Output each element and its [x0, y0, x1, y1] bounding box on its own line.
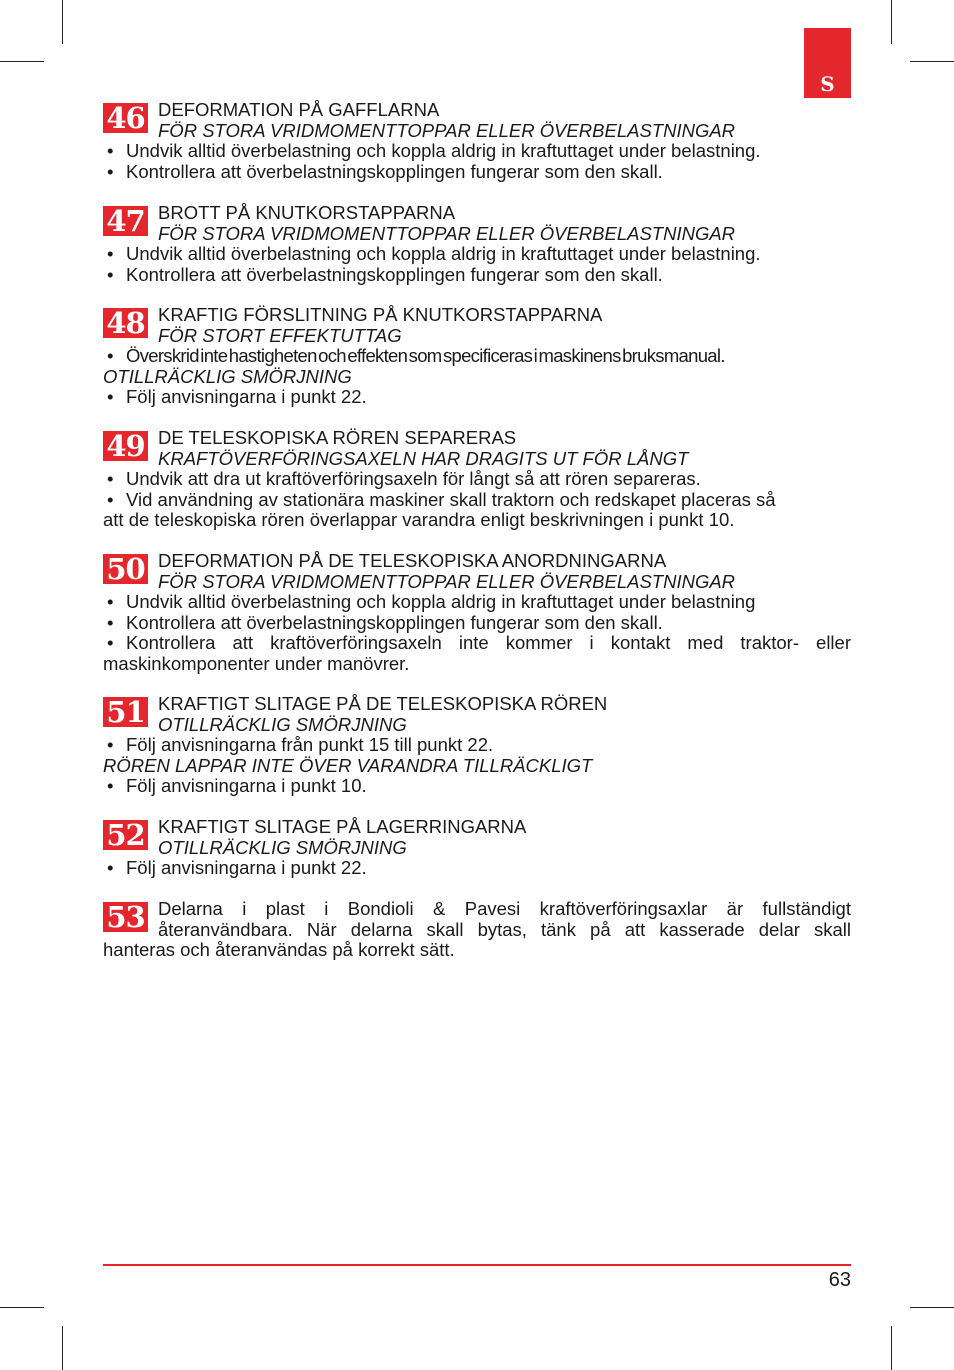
section-title: KRAFTIG FÖRSLITNING PÅ KNUTKORSTAPPARNA: [158, 304, 603, 325]
list-item-continuation: att de teleskopiska rören överlappar varandra enligt beskrivningen i punkt 10.: [103, 509, 735, 530]
section-49: [103, 428, 851, 531]
section-50: [103, 551, 851, 674]
section-46: [103, 100, 851, 182]
crop-mark: [891, 0, 892, 44]
section-48: [103, 305, 851, 408]
section-51: [103, 694, 851, 797]
list-item: • Överskrid inte hastigheten och effekten som specificeras i maskinens bruksmanual.: [103, 346, 851, 367]
list-item: • Undvik att dra ut kraftöverföringsaxeln för långt så att rören separeras.: [103, 469, 851, 490]
list-item: • Följ anvisningarna från punkt 15 till punkt 22.: [103, 735, 851, 756]
section-53: [103, 899, 851, 961]
section-cause: RÖREN LAPPAR INTE ÖVER VARANDRA TILLRÄCKLIGT: [103, 754, 593, 776]
section-title: DEFORMATION PÅ GAFFLARNA: [158, 99, 440, 120]
language-tab: S: [804, 28, 851, 98]
section-cause: FÖR STORA VRIDMOMENTTOPPAR ELLER ÖVERBELASTNINGAR: [158, 119, 736, 141]
section-cause: FÖR STORA VRIDMOMENTTOPPAR ELLER ÖVERBELASTNINGAR: [158, 222, 736, 244]
section-number: 46: [103, 103, 148, 133]
list-item-continuation: maskinkomponenter under manövrer.: [103, 652, 410, 674]
section-cause: OTILLRÄCKLIG SMÖRJNING: [158, 836, 407, 858]
crop-mark: [910, 61, 954, 62]
crop-mark: [0, 61, 44, 62]
page-number: 63: [828, 1269, 851, 1291]
list-item: • Undvik alltid överbelastning och koppla aldrig in kraftuttaget under belastning.: [103, 141, 851, 162]
section-cause: FÖR STORT EFFEKTUTTAG: [158, 324, 402, 346]
list-item: • Följ anvisningarna i punkt 22.: [103, 858, 851, 879]
section-52: [103, 817, 851, 879]
list-item: • Följ anvisningarna i punkt 22.: [103, 387, 851, 408]
section-title: KRAFTIGT SLITAGE PÅ DE TELESKOPISKA RÖREN: [158, 693, 608, 714]
section-47: [103, 203, 851, 285]
section-number: 50: [103, 554, 148, 584]
list-item: • Kontrollera att kraftöverföringsaxeln inte kommer i kontakt med traktor- eller: [103, 633, 851, 654]
section-title: KRAFTIGT SLITAGE PÅ LAGERRINGARNA: [158, 816, 527, 837]
list-item: • Undvik alltid överbelastning och koppla aldrig in kraftuttaget under belastning: [103, 592, 851, 613]
crop-mark: [62, 1326, 63, 1370]
section-number: 52: [103, 820, 148, 850]
section-number: 51: [103, 697, 148, 727]
list-item: • Undvik alltid överbelastning och koppla aldrig in kraftuttaget under belastning.: [103, 244, 851, 265]
section-cause: FÖR STORA VRIDMOMENTTOPPAR ELLER ÖVERBELASTNINGAR: [158, 570, 736, 592]
paragraph-line: Delarna i plast i Bondioli & Pavesi kraftöverföringsaxlar är fullständigt: [158, 898, 851, 919]
crop-mark: [0, 1307, 44, 1308]
section-cause: OTILLRÄCKLIG SMÖRJNING: [158, 713, 407, 735]
section-cause: OTILLRÄCKLIG SMÖRJNING: [103, 365, 352, 387]
list-item: • Kontrollera att överbelastningskopplingen fungerar som den skall.: [103, 613, 851, 634]
footer-rule: [103, 1264, 851, 1266]
section-number: 53: [103, 902, 148, 932]
section-title: DEFORMATION PÅ DE TELESKOPISKA ANORDNINGARNA: [158, 550, 667, 571]
section-cause: KRAFTÖVERFÖRINGSAXELN HAR DRAGITS UT FÖR LÅNGT: [158, 447, 689, 469]
section-title: DE TELESKOPISKA RÖREN SEPARERAS: [158, 427, 517, 448]
list-item: • Kontrollera att överbelastningskopplingen fungerar som den skall.: [103, 162, 851, 183]
paragraph-line: återanvändbara. När delarna skall bytas, tänk på att kasserade delar skall: [158, 918, 851, 940]
crop-mark: [891, 1326, 892, 1370]
section-number: 49: [103, 431, 148, 461]
list-item: • Vid användning av stationära maskiner skall traktorn och redskapet placeras så: [103, 490, 851, 511]
crop-mark: [910, 1307, 954, 1308]
section-title: BROTT PÅ KNUTKORSTAPPARNA: [158, 202, 456, 223]
paragraph-line: hanteras och återanvändas på korrekt sätt.: [103, 939, 455, 960]
list-item: • Kontrollera att överbelastningskopplingen fungerar som den skall.: [103, 265, 851, 286]
section-number: 47: [103, 206, 148, 236]
crop-mark: [62, 0, 63, 44]
list-item: • Följ anvisningarna i punkt 10.: [103, 776, 851, 797]
section-number: 48: [103, 308, 148, 338]
